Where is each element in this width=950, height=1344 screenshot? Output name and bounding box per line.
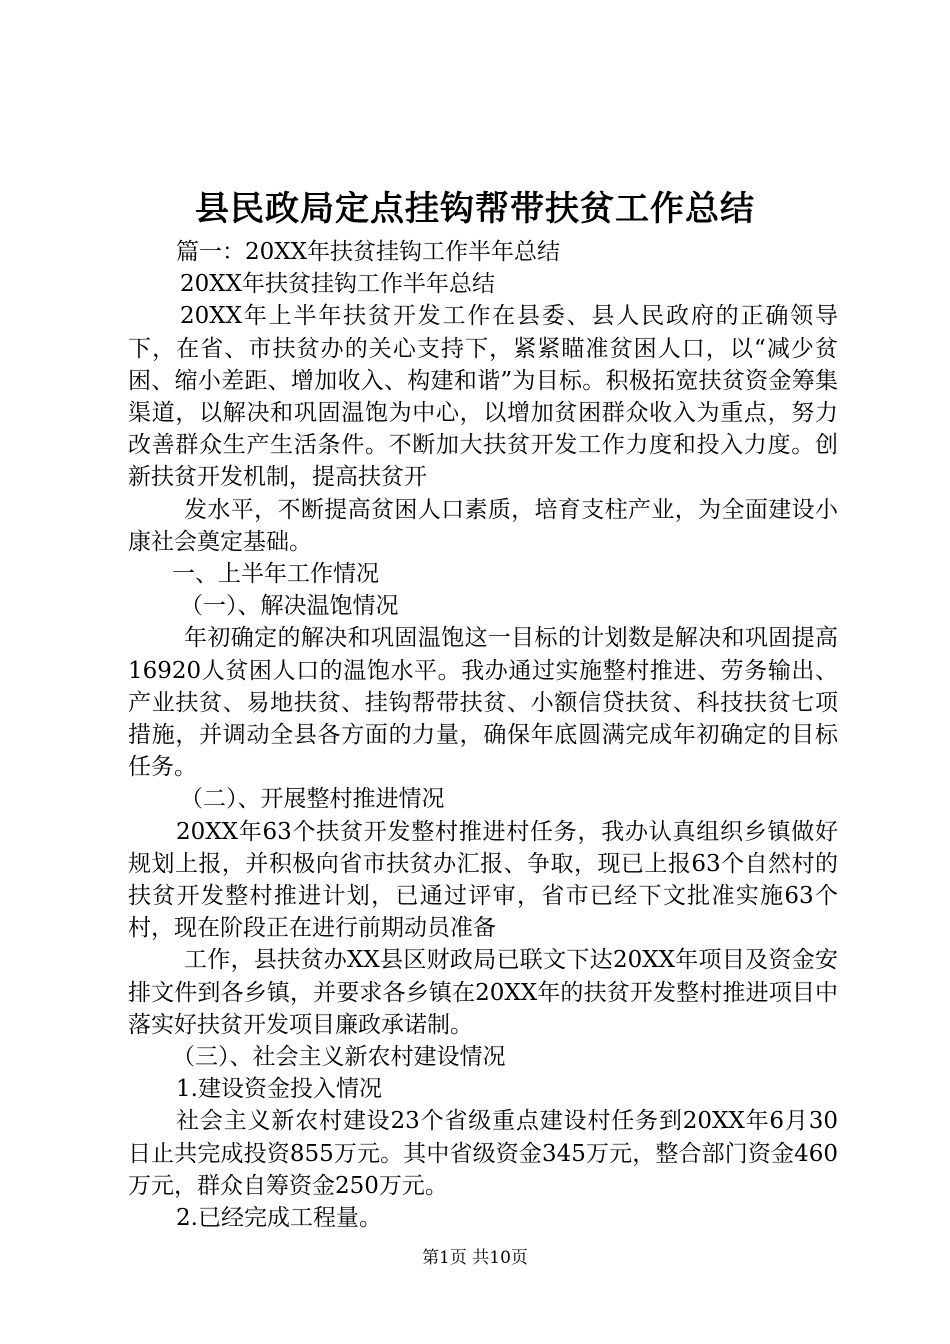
paragraph-food-clothing: 年初确定的解决和巩固温饱这一目标的计划数是解决和巩固提高16920人贫困人口的温饱水平。我办通过实施整村推进、劳务输出、产业扶贫、易地扶贫、挂钩帮带扶贫、小额信贷扶贫、科技扶贫七项措施，并调动全县各方面的力量，确保年底圆满完成年初确定的目标任务。 (128, 625, 838, 781)
paragraph-intro-continued: 发水平，不断提高贫困人口素质，培育支柱产业，为全面建设小康社会奠定基础。 (128, 496, 838, 555)
paragraph-investment: 社会主义新农村建设23个省级重点建设村任务到20XX年6月30日止共完成投资855万元。其中省级资金345万元，整合部门资金460万元，群众自筹资金250万元。 (128, 1108, 838, 1199)
subtitle: 20XX年扶贫挂钩工作半年总结 (180, 271, 496, 298)
section-heading-article-one: 篇一：20XX年扶贫挂钩工作半年总结 (176, 239, 561, 265)
document-body (128, 236, 838, 1234)
page-footer: 第1页 共10页 (422, 1248, 528, 1268)
paragraph-intro: 20XX年上半年扶贫开发工作在县委、县人民政府的正确领导下，在省、市扶贫办的关心支持下，紧紧瞄准贫困人口，以“减少贫困、缩小差距、增加收入、构建和谐”为目标。积极拓宽扶贫资金筹集渠道，以解决和巩固温饱为中心，以增加贫困群众收入为重点，努力改善群众生产生活条件。不断加大扶贫开发工作力度和投入力度。创新扶贫开发机制，提高扶贫开 (128, 303, 838, 491)
subsection-heading-new-countryside: （三）、社会主义新农村建设情况 (172, 1044, 506, 1071)
item-heading-investment: 1.建设资金投入情况 (176, 1076, 382, 1103)
item-heading-completed-works: 2.已经完成工程量。 (176, 1205, 382, 1232)
paragraph-village-promotion: 20XX年63个扶贫开发整村推进村任务，我办认真组织乡镇做好规划上报，并积极向省市扶贫办汇报、争取，现已上报63个自然村的扶贫开发整村推进计划，已通过评审，省市已经下文批准实施63个村，现在阶段正在进行前期动员准备 (128, 818, 838, 942)
document-title: 县民政局定点挂钩帮带扶贫工作总结 (195, 189, 755, 229)
subsection-heading-food-clothing: （一）、解决温饱情况 (180, 593, 399, 620)
section-heading-first-half-work: 一、上半年工作情况 (172, 561, 379, 588)
subsection-heading-village-promotion: （二）、开展整村推进情况 (180, 786, 445, 813)
paragraph-village-promotion-continued: 工作，县扶贫办XX县区财政局已联文下达20XX年项目及资金安排文件到各乡镇，并要求各乡镇在20XX年的扶贫开发整村推进项目中落实好扶贫开发项目廉政承诺制。 (128, 947, 838, 1038)
